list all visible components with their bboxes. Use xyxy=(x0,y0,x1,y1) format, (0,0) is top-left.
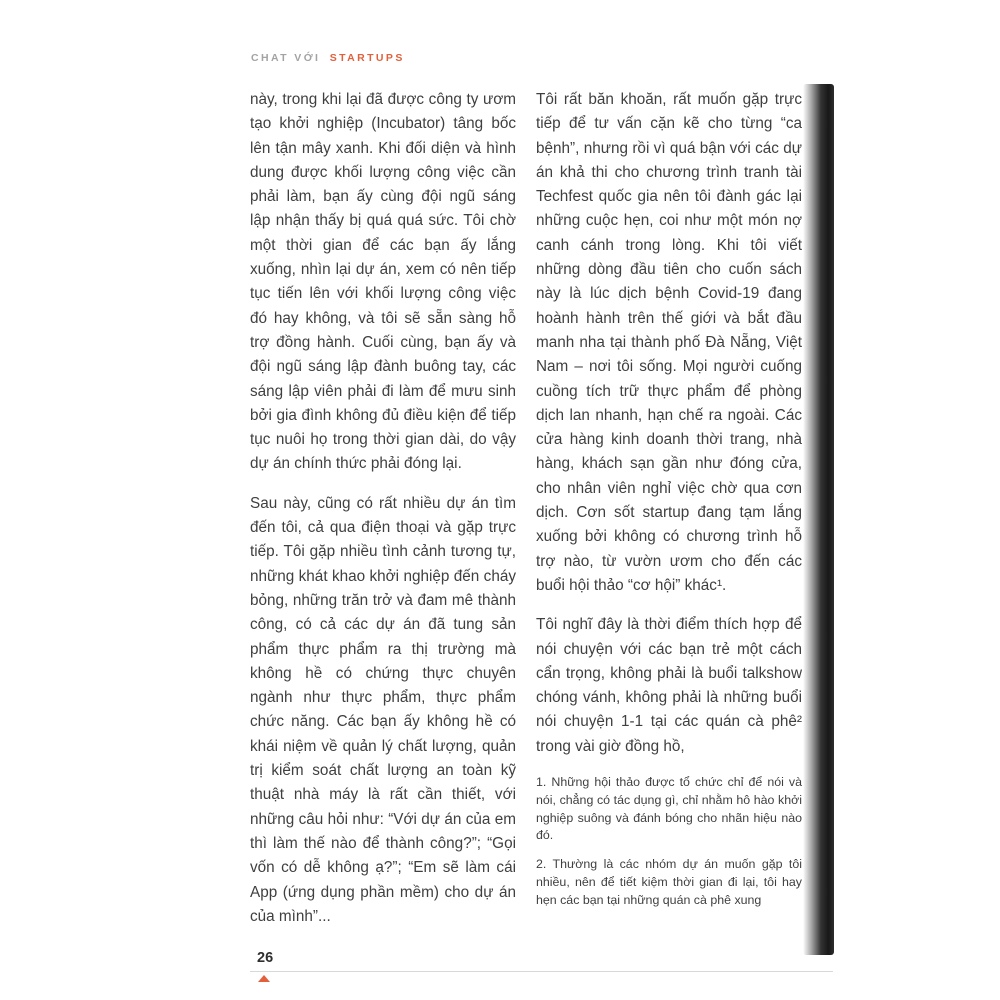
running-header-title-accent: STARTUPS xyxy=(329,52,405,64)
running-header xyxy=(251,52,405,64)
left-column xyxy=(250,88,516,944)
running-header-title: CHAT VỚI xyxy=(251,52,321,64)
body-paragraph: này, trong khi lại đã được công ty ươm tạo khởi nghiệp (Incubator) tâng bốc lên tận mây xanh. Khi đối diện và hình dung được khối lượng công việc cần phải làm, bạn ấy cùng đội ngũ sáng lập nhận thấy bị quá quá sức. Tôi chờ một thời gian để các bạn ấy lắng xuống, nhìn lại dự án, xem có nên tiếp tục tiến lên với khối lượng công việc đó hay không, và tôi sẽ sẵn sàng hỗ trợ đồng hành. Cuối cùng, bạn ấy và đội ngũ sáng lập đành buông tay, các sáng lập viên phải đi làm để mưu sinh bởi gia đình không đủ điều kiện để tiếp tục nuôi họ trong thời gian dài, do vậy dự án chính thức phải đóng lại. xyxy=(250,91,516,473)
footnote: 1. Những hội thảo được tổ chức chỉ để nói và nói, chẳng có tác dụng gì, chỉ nhằm hô hào khởi nghiệp suông và đánh bóng cho nhãn hiệu nào đó. xyxy=(536,775,802,843)
footnote: 2. Thường là các nhóm dự án muốn gặp tôi nhiều, nên để tiết kiệm thời gian đi lại, tôi hay hẹn các bạn tại những quán cà phê xung xyxy=(536,857,802,907)
footer-triangle-icon xyxy=(258,975,270,982)
page-number: 26 xyxy=(257,950,274,966)
body-paragraph: Tôi rất băn khoăn, rất muốn gặp trực tiếp để tư vấn cặn kẽ cho từng “ca bệnh”, nhưng rồi vì quá bận với các dự án khả thi cho chương trình tranh tài Techfest quốc gia nên tôi đành gác lại những cuộc hẹn, coi như một món nợ canh cánh trong lòng. Khi tôi viết những dòng đầu tiên cho cuốn sách này là lúc dịch bệnh Covid-19 đang hoành hành trên thế giới và bắt đầu manh nha tại thành phố Đà Nẵng, Việt Nam – nơi tôi sống. Mọi người cuống cuồng tích trữ thực phẩm để phòng dịch lan nhanh, hạn chế ra ngoài. Các cửa hàng kinh doanh thời trang, nhà hàng, khách sạn gần như đóng cửa, cho nhân viên nghỉ việc chờ qua cơn dịch. Cơn sốt startup đang tạm lắng xuống bởi không có chương trình hỗ trợ nào, từ vườn ươm cho đến các buổi hội thảo “cơ hội” khác¹. xyxy=(536,91,802,594)
body-paragraph: Sau này, cũng có rất nhiều dự án tìm đến tôi, cả qua điện thoại và gặp trực tiếp. Tôi gặp nhiều tình cảnh tương tự, những khát khao khởi nghiệp đến cháy bỏng, những trăn trở và đam mê thành công, có cả các dự án đã tung sản phẩm thực phẩm ra thị trường mà không hề có chứng thực chuyên ngành như thực phẩm, thực phẩm chức năng. Các bạn ấy không hề có khái niệm về quản lý chất lượng, quản trị kiểm soát chất lượng an toàn kỹ thuật nhà máy là rất cần thiết, với những câu hỏi như: “Với dự án của em thì làm thế nào để thành công?”; “Gọi vốn có dễ không ạ?”; “Em sẽ làm cái App (ứng dụng phần mềm) cho dự án của mình”... xyxy=(250,494,516,925)
footer-rule xyxy=(250,971,833,972)
text-columns xyxy=(250,88,802,944)
page-edge-shadow xyxy=(803,84,834,955)
right-column xyxy=(536,88,802,944)
body-paragraph: Tôi nghĩ đây là thời điểm thích hợp để nói chuyện với các bạn trẻ một cách cẩn trọng, không phải là buổi talkshow chóng vánh, không phải là những buổi nói chuyện 1-1 tại các quán cà phê² trong vài giờ đồng hồ, xyxy=(536,616,802,755)
footnotes xyxy=(536,774,802,910)
